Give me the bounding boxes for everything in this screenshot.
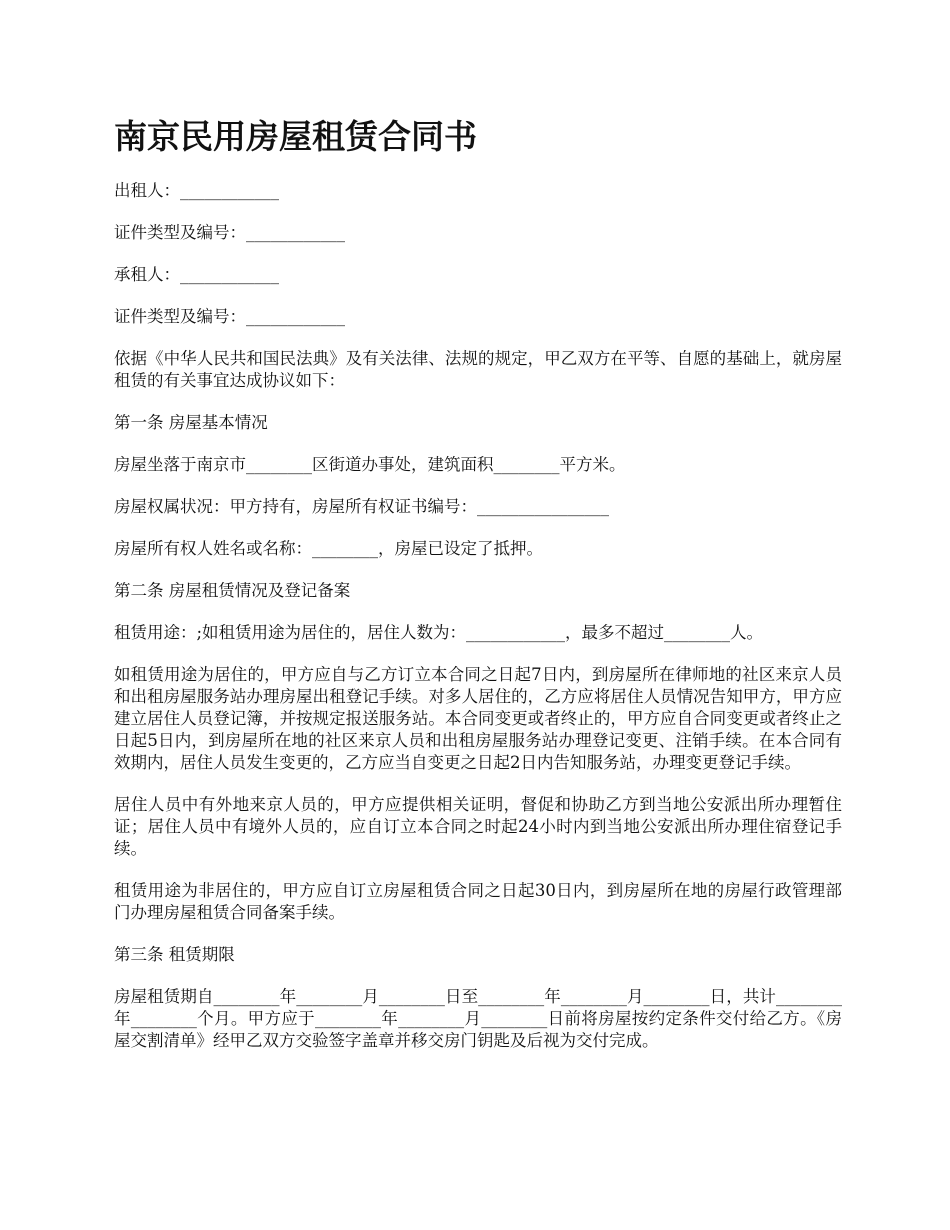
article-2-heading: 第二条 房屋租赁情况及登记备案 <box>114 581 351 600</box>
document-title: 南京民用房屋租赁合同书 <box>114 117 477 156</box>
lessee-id-field: 证件类型及编号：____________ <box>114 307 345 326</box>
non-residential-paragraph: 租赁用途为非居住的，甲方应自订立房屋租赁合同之日起30日内，到房屋所在地的房屋行政管理部门办理房屋租赁合同备案手续。 <box>114 881 842 922</box>
non-local-residents-paragraph: 居住人员中有外地来京人员的，甲方应提供相关证明，督促和协助乙方到当地公安派出所办理暂住证；居住人员中有境外人员的，应自订立本合同之时起24小时内到当地公安派出所办理住宿登记手续。 <box>114 795 842 858</box>
residential-registration-paragraph: 如租赁用途为居住的，甲方应自与乙方订立本合同之日起7日内，到房屋所在律师地的社区来京人员和出租房屋服务站办理房屋出租登记手续。对多人居住的，乙方应将居住人员情况告知甲方，甲方应建立居住人员登记簿，并按规定报送服务站。本合同变更或者终止的，甲方应自合同变更或者终止之日起5日内，到房屋所在地的社区来京人员和出租房屋服务站办理登记变更、注销手续。在本合同有效期内，居住人员发生变更的，乙方应当自变更之日起2日内告知服务站，办理变更登记手续。 <box>114 665 842 772</box>
document-page <box>114 108 842 1072</box>
lease-term-paragraph: 房屋租赁期自________年________月________日至________年________月________日，共计________年________个月。甲方应于________年________月________日前将房屋按约定条件交付给乙方。《房屋交割清单》经甲乙双方交验签字盖章并移交房门钥匙及后视为交付完成。 <box>114 987 842 1050</box>
lessor-id-field: 证件类型及编号：____________ <box>114 223 345 242</box>
property-location-paragraph: 房屋坐落于南京市________区街道办事处，建筑面积________平方米。 <box>114 455 626 474</box>
article-1-heading: 第一条 房屋基本情况 <box>114 413 268 432</box>
article-3-heading: 第三条 租赁期限 <box>114 945 235 964</box>
preamble-paragraph: 依据《中华人民共和国民法典》及有关法律、法规的规定，甲乙双方在平等、自愿的基础上，就房屋租赁的有关事宜达成协议如下： <box>114 349 842 390</box>
lease-purpose-paragraph: 租赁用途：;如租赁用途为居住的，居住人数为：____________，最多不超过________人。 <box>114 623 764 642</box>
owner-name-paragraph: 房屋所有权人姓名或名称：________，房屋已设定了抵押。 <box>114 539 543 558</box>
ownership-paragraph: 房屋权属状况：甲方持有，房屋所有权证书编号：________________ <box>114 497 609 516</box>
lessor-field: 出租人：____________ <box>114 181 279 200</box>
lessee-field: 承租人：____________ <box>114 265 279 284</box>
